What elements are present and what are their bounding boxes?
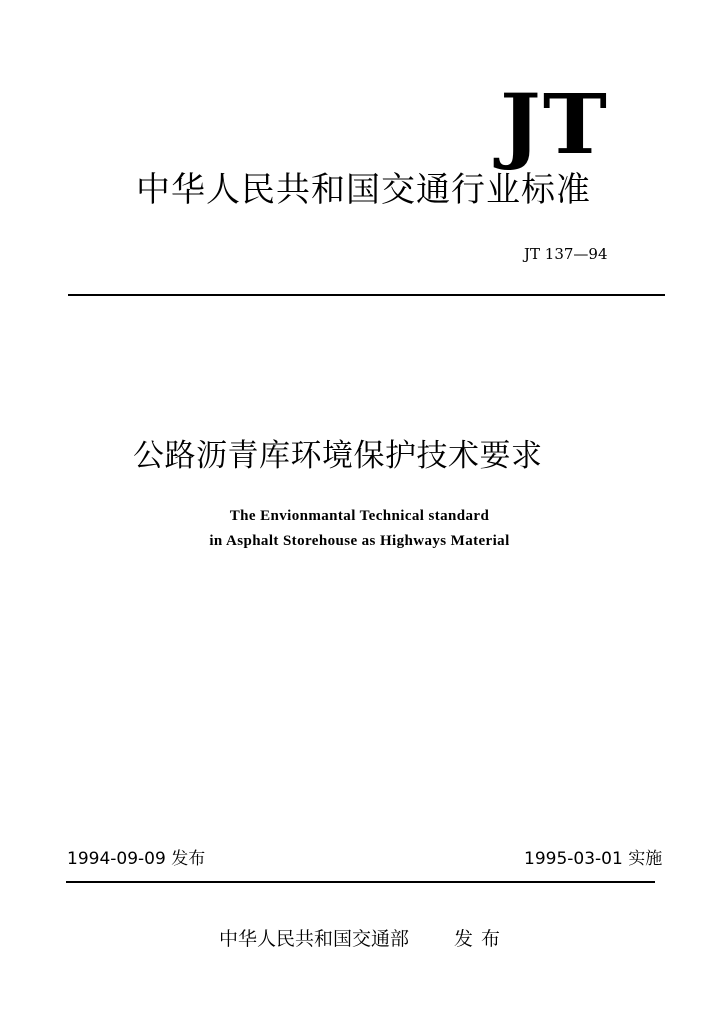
footer-divider — [66, 881, 655, 883]
publisher-name: 中华人民共和国交通部 — [219, 928, 410, 950]
standard-code: JT 137—94 — [524, 245, 608, 263]
header-divider — [68, 294, 665, 296]
issue-date: 1994-09-09 发布 — [67, 849, 206, 869]
document-title-english-line2: in Asphalt Storehouse as Highways Material — [209, 533, 510, 549]
standard-organization: 中华人民共和国交通行业标准 — [136, 170, 591, 210]
jt-logo: JT — [500, 77, 610, 173]
document-title-english-line1: The Envionmantal Technical standard — [229, 508, 490, 524]
implementation-date: 1995-03-01 实施 — [524, 849, 663, 869]
publish-label: 发布 — [454, 928, 509, 950]
document-title-chinese: 公路沥青库环境保护技术要求 — [133, 438, 543, 474]
